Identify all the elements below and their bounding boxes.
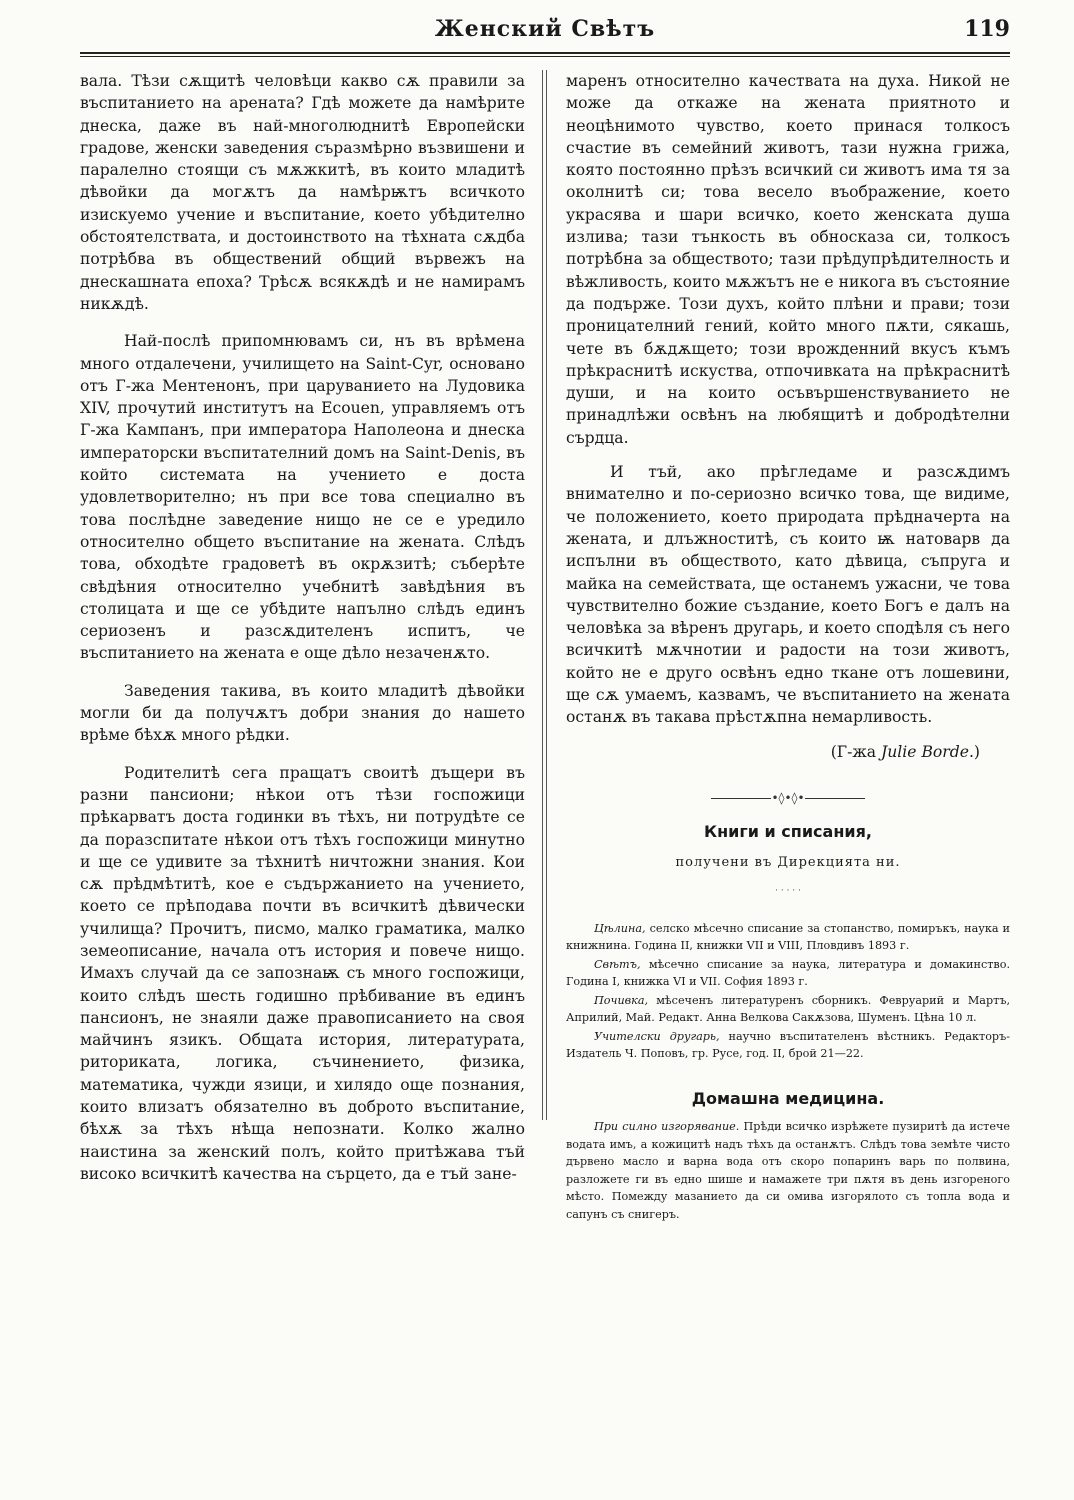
column-divider bbox=[546, 70, 547, 1120]
medicine-text bbox=[566, 1118, 1010, 1223]
medicine-lead: При силно изгорявание. bbox=[594, 1120, 740, 1134]
signature-prefix: (Г-жа bbox=[830, 742, 881, 761]
list-item bbox=[566, 1028, 1010, 1062]
paragraph: И тъй, ако прѣгледаме и разсѫдимъ внимателно и по-сериозно всичко това, ще видиме, че положението, което природата прѣдначерта на жената, и длъжноститѣ, съ които ѭ натоварв да испълни въ обществото, като дѣвица, съпруга и майка на семействата, ще останемъ ужасни, че това чувствително божие създание, което Богъ е далъ на человѣка за вѣренъ другарь, и което сподѣля съ него всичкитѣ мѫчнотии и радости на този животъ, който не е друго освѣнъ едно ткане отъ лошевини, ще сѫ умаемъ, казвамъ, че въспитанието на жената останѫ въ такава прѣстѫпна немарливость. bbox=[566, 463, 1010, 727]
medicine-body: Прѣди всичко изрѣжете пузиритѣ да истече водата имъ, а кожицитѣ надъ тѣхъ да останѫтъ. Слѣдъ това земѣте чисто дървено масло и варна вода отъ скоро попаринъ варь по полвина, разложете ги въ едно шише и намажете три пѫтя въ день изгореного мѣсто. Помежду мазанието да си омива изгорялото съ топла вода и сапунъ съ снигеръ. bbox=[566, 1120, 1010, 1221]
journal-title: Женский Свѣтъ bbox=[434, 16, 656, 42]
author-signature bbox=[566, 741, 1010, 763]
paragraph: вала. Тѣзи сѫщитѣ человѣци какво сѫ правили за въспитанието на арената? Гдѣ можете да намѣрите днеска, даже въ най-многолюднитѣ Европейски градове, женски заведения съразмѣрно възвишени и паралелно стоящи съ мѫжкитѣ, въ които младитѣ дѣвойки да могѫтъ да намѣрѭтъ всичкото изискуемо учение и въспитание, което убѣдително обстоятелствата, и достоинството на тѣхната сѫдба потрѣбва въ обществений общий вървежъ на днескашната епоха? Трѣсѫ всякѫдѣ и не намирамъ никѫдѣ. bbox=[80, 72, 525, 313]
header-rule-thin bbox=[80, 56, 1010, 57]
signature-name: Julie Borde bbox=[880, 742, 969, 761]
book-title: Учителски другарь, bbox=[594, 1030, 720, 1044]
page-number: 119 bbox=[964, 16, 1010, 42]
books-section-subtitle: получени въ Дирекцията ни. bbox=[675, 854, 901, 870]
list-item bbox=[566, 992, 1010, 1026]
book-title: Почивка, bbox=[594, 994, 649, 1008]
list-item bbox=[566, 956, 1010, 990]
medicine-section-title: Домашна медицина. bbox=[691, 1089, 885, 1109]
left-column bbox=[80, 70, 525, 1200]
book-title: Свѣтъ, bbox=[594, 958, 641, 972]
book-description: мѣсечно списание за наука, литература и домакинство. Година I, книжка VI и VII. София 1893 г. bbox=[566, 958, 1010, 989]
paragraph: Родителитѣ сега пращатъ своитѣ дъщери въ разни пансиони; нѣкои отъ тѣзи госпожици прѣкарватъ доста годинки въ тѣхъ, ни потрудѣте се да поразспитате нѣкои отъ тѣхъ госпожици минутно и ще се удивите за тѣхнитѣ ничтожни знания. Кои сѫ прѣдмѣтитѣ, кое е съдържанието на учението, което се прѣподава почти въ всичкитѣ дѣвически училища? Прочитъ, писмо, малко граматика, малко земеописание, начала отъ история и повече нищо. Имахъ случай да се запознаѭ съ много госпожици, които слѣдъ шесть годишно прѣбивание въ единъ пансионъ, не знаяли даже правописанието на своя майчинъ язикъ. Общата история, литературата, риториката, логика, съчинението, физика, математика, чужди язици, и хилядо още познания, които влизатъ обязателно въ доброто въспитание, бѣхѫ за тѣхъ нѣща непознати. Колко жално наистина за женский полъ, който притѣжава тъй високо всичкитѣ качества на сърцето, да е тъй зане- bbox=[80, 763, 525, 1183]
book-description: научно въспитателенъ вѣстникъ. Редакторъ-Издатель Ч. Поповъ, гр. Русе, год. II, брой 21—22. bbox=[566, 1030, 1010, 1061]
book-title: Цѣлина, bbox=[594, 922, 646, 936]
header-rule bbox=[80, 52, 1010, 54]
paragraph: маренъ относително качествата на духа. Никой не може да откаже на жената приятното и неоцѣнимото чувство, което принася толкосъ счастие въ семейний животъ, тази нужна грижа, която постоянно прѣзъ всичкий си животъ има тя за околнитѣ си; това весело въображение, което украсява и шари всичко, което женската душа излива; тази тънкость въ обносказа си, толкосъ потрѣбна за обществото; тази прѣдупрѣдителность и вѣжливость, които мѫжътъ не е никога въ състояние да подърже. Този духъ, който плѣни и прави; този проницателний гений, който много пѫти, сякашь, чете въ бѫдѫщето; този врожденний вкусъ къмъ прѣкраснитѣ искуства, отпочивката на прѣкраснитѣ души, и на които осъвършенствуванието не принадлѣжи освѣнъ на любящитѣ и добродѣтелни сърдца. bbox=[566, 72, 1010, 447]
book-description: мѣсеченъ литературенъ сборникъ. Февруарий и Мартъ, Априлий, Май. Редакт. Анна Велкова Сакѫзова, Шуменъ. Цѣна 10 л. bbox=[566, 994, 1010, 1025]
signature-suffix: .) bbox=[968, 742, 980, 761]
book-description: селско мѣсечно списание за стопанство, помиръкъ, наука и книжнина. Година II, книжки VII и VIII, Пловдивъ 1893 г. bbox=[566, 922, 1010, 953]
books-list bbox=[566, 920, 1010, 1062]
right-column bbox=[566, 70, 1010, 1223]
books-section-title: Книги и списания, bbox=[704, 822, 872, 842]
list-item bbox=[566, 920, 1010, 954]
small-ornament: · · · · · bbox=[775, 885, 801, 896]
divider-ornament: •◊•◊• bbox=[566, 787, 1010, 809]
page-header bbox=[80, 10, 1010, 58]
paragraph: Заведения такива, въ които младитѣ дѣвойки могли би да получѫтъ добри знания до нашето врѣме бѣхѫ много рѣдки. bbox=[80, 681, 525, 745]
paragraph: Най-послѣ припомнювамъ си, нъ въ врѣмена много отдалечени, училището на Saint-Cyr, основано отъ Г-жа Ментенонъ, при царуванието на Лудовика XIV, прочутий институтъ на Ecouen, управляемъ отъ Г-жа Кампанъ, при императора Наполеона и днеска императорски въспитателний домъ на Saint-Denis, въ който системата на учението е доста удовлетворително; нъ при все това специално въ това послѣдне заведение нищо не се е уредило относително общето въспитание на жената. Слѣдъ това, обходѣте градоветѣ въ окрѫзитѣ; съберѣте свѣдѣния относително учебнитѣ завѣдѣния въ столицата и ще се убѣдите напълно слѣдъ единъ сериозенъ и разсѫдителенъ испитъ, че въспитанието на жената е още дѣло незаченѫто. bbox=[80, 332, 525, 663]
column-divider bbox=[542, 70, 543, 1120]
